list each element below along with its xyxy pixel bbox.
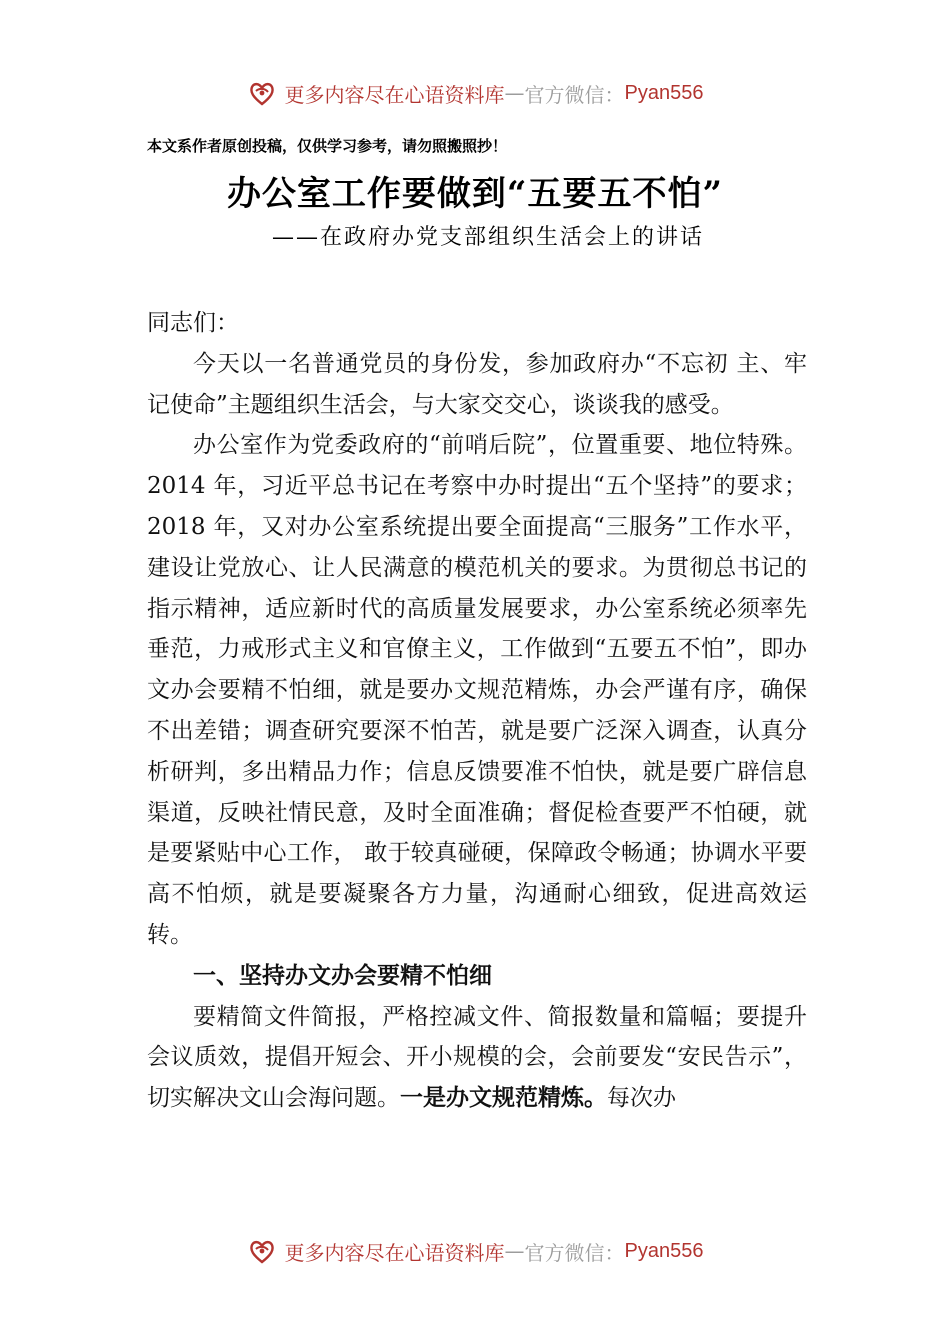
- watermark-brand: 更多内容尽在心语资料库: [284, 1240, 505, 1265]
- paragraph-section-1: [147, 997, 807, 1119]
- document-title: 办公室工作要做到“五要五不怕”: [226, 174, 724, 214]
- copyright-notice: 本文系作者原创投稿，仅供学习参考，请勿照搬照抄！: [147, 137, 508, 155]
- watermark-wechat-label: 官方微信：: [524, 82, 625, 107]
- watermark-wechat-label: 官方微信：: [524, 1240, 625, 1265]
- watermark-brand: 更多内容尽在心语资料库: [284, 82, 505, 107]
- watermark-wechat-id: Pyan556: [624, 81, 704, 104]
- document-subtitle: ——在政府办党支部组织生活会上的讲话: [272, 225, 705, 250]
- paragraph-main: 办公室作为党委政府的“前哨后院”，位置重要、地位特殊。2014 年，习近平总书记在考察中办时提出“五个坚持”的要求；2018 年，又对办公室系统提出要全面提高“三服务”工作水平，建设让党放心、让人民满意的模范机关的要求。为贯彻总书记的指示精神，适应新时代的高质量发展要求，办公室系统必须率先垂范，力戒形式主义和官僚主义，工作做到“五要五不怕”，即办文办会要精不怕细，就是要办文规范精炼，办会严谨有序，确保不出差错；调查研究要深不怕苦，就是要广泛深入调查，认真分析研判，多出精品力作；信息反馈要准不怕快，就是要广辟信息渠道，反映社情民意，及时全面准确；督促检查要严不怕硬，就是要紧贴中心工作， 敢于较真碰硬，保障政令畅通；协调水平要高不怕烦，就是要凝聚各方力量，沟通耐心细致，促进高效运转。: [147, 432, 807, 948]
- document-body: [147, 303, 807, 1119]
- paragraph-intro: 今天以一名普通党员的身份发，参加政府办“不忘初 主、牢记使命”主题组织生活会，与大家交交心，谈谈我的感受。: [147, 350, 807, 418]
- section-text-after: 每次办: [607, 1085, 676, 1112]
- section-heading: 一、坚持办文办会要精不怕细: [193, 962, 492, 989]
- watermark-header: [0, 73, 950, 113]
- section-text-before: 要精简文件简报，严格控减文件、简报数量和篇幅；要提升会议质效，提倡开短会、开小规模的会，会前要发“安民告示”，切实解决文山会海问题。: [147, 1003, 807, 1112]
- heart-ribbon-logo-icon: [247, 1236, 277, 1266]
- watermark-dash: —: [504, 1239, 525, 1263]
- heart-ribbon-logo-icon: [247, 78, 277, 108]
- watermark-wechat-id: Pyan556: [624, 1239, 704, 1262]
- section-bold-point: 一是办文规范精炼。: [400, 1084, 607, 1112]
- watermark-footer: [0, 1231, 950, 1271]
- watermark-dash: —: [504, 81, 525, 105]
- salutation: 同志们：: [147, 310, 239, 336]
